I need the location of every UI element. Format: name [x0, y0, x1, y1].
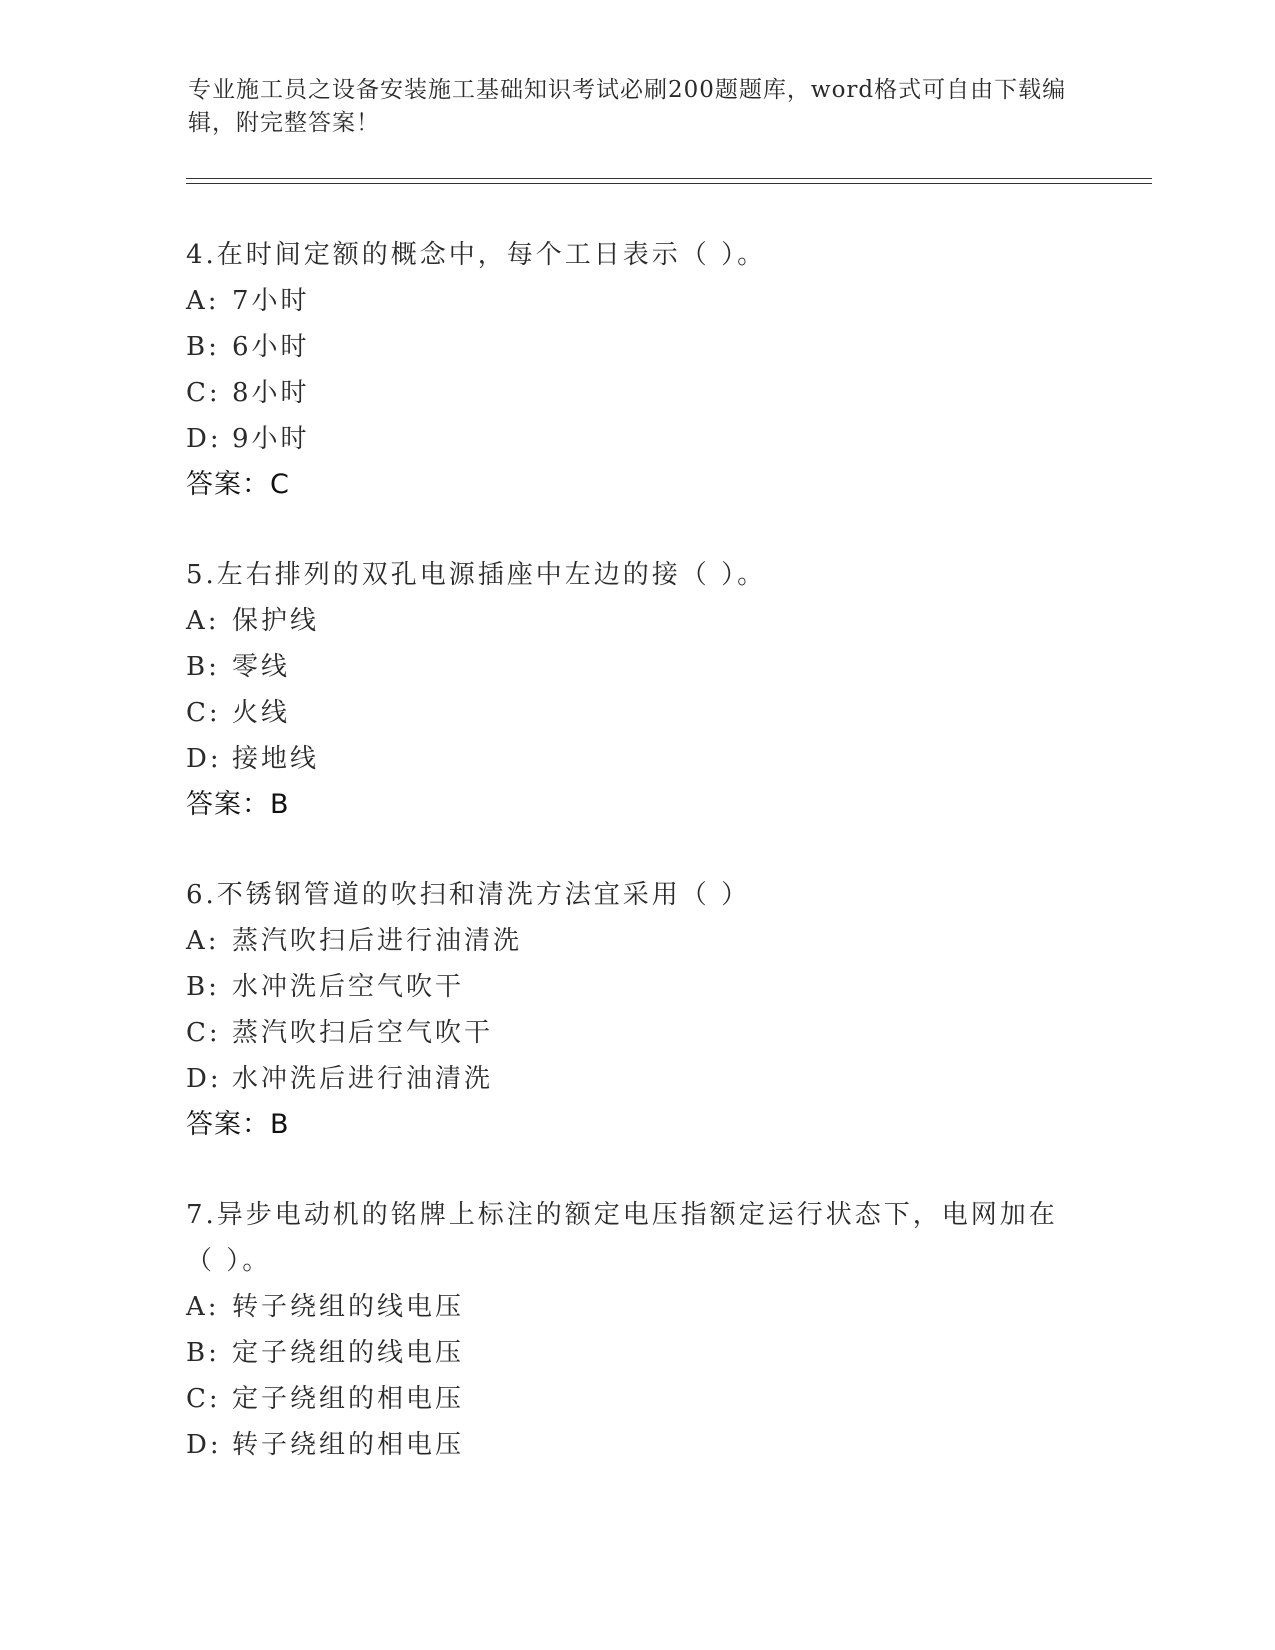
question-stem: 4.在时间定额的概念中，每个工日表示（ ）。 [186, 240, 767, 270]
header-rule-bottom [186, 183, 1152, 184]
question-7 [186, 1192, 1086, 1468]
question-6 [186, 872, 1086, 1148]
option-text: 保护线 [232, 606, 320, 636]
option-b [186, 1330, 1086, 1376]
option-d [186, 736, 1086, 782]
option-a [186, 598, 1086, 644]
option-letter: B: [186, 652, 220, 682]
question-4 [186, 232, 1086, 508]
option-letter: D: [186, 1064, 222, 1094]
document-header: 专业施工员之设备安装施工基础知识考试必刷200题题库，word格式可自由下载编辑，附完整答案！ [188, 77, 1067, 136]
option-b [186, 324, 1086, 370]
option-letter: A: [186, 1292, 220, 1322]
option-b [186, 644, 1086, 690]
option-text: 定子绕组的线电压 [232, 1338, 465, 1368]
answer-line: 答案：C [186, 469, 290, 500]
option-text: 9小时 [232, 424, 310, 454]
option-text: 定子绕组的相电压 [232, 1384, 465, 1414]
option-text: 蒸汽吹扫后进行油清洗 [232, 926, 523, 956]
option-a [186, 918, 1086, 964]
question-stem: 6.不锈钢管道的吹扫和清洗方法宜采用（ ） [186, 880, 751, 910]
header-rule-top [186, 178, 1152, 179]
question-stem: 7.异步电动机的铭牌上标注的额定电压指额定运行状态下，电网加在（ ）。 [186, 1200, 1058, 1276]
option-d [186, 1056, 1086, 1102]
option-a [186, 278, 1086, 324]
option-text: 零线 [232, 652, 291, 682]
option-text: 水冲洗后进行油清洗 [232, 1064, 494, 1094]
option-text: 蒸汽吹扫后空气吹干 [232, 1018, 494, 1048]
option-letter: B: [186, 1338, 220, 1368]
option-text: 水冲洗后空气吹干 [232, 972, 465, 1002]
option-text: 火线 [232, 698, 291, 728]
option-c [186, 690, 1086, 736]
option-letter: C: [186, 378, 221, 408]
question-stem: 5.左右排列的双孔电源插座中左边的接（ ）。 [186, 560, 767, 590]
option-text: 8小时 [232, 378, 310, 408]
option-c [186, 370, 1086, 416]
option-text: 6小时 [232, 332, 310, 362]
option-letter: A: [186, 286, 220, 316]
option-letter: B: [186, 972, 220, 1002]
option-d [186, 1422, 1086, 1468]
answer-line: 答案：B [186, 1109, 290, 1140]
option-c [186, 1010, 1086, 1056]
answer-line: 答案：B [186, 789, 290, 820]
option-text: 转子绕组的相电压 [232, 1430, 465, 1460]
option-a [186, 1284, 1086, 1330]
option-letter: A: [186, 926, 220, 956]
option-d [186, 416, 1086, 462]
option-text: 接地线 [232, 744, 320, 774]
option-letter: D: [186, 1430, 222, 1460]
option-letter: C: [186, 1018, 221, 1048]
option-c [186, 1376, 1086, 1422]
option-letter: B: [186, 332, 220, 362]
option-letter: C: [186, 698, 221, 728]
option-b [186, 964, 1086, 1010]
option-letter: D: [186, 424, 222, 454]
option-letter: A: [186, 606, 220, 636]
option-letter: D: [186, 744, 222, 774]
option-letter: C: [186, 1384, 221, 1414]
option-text: 转子绕组的线电压 [232, 1292, 465, 1322]
question-5 [186, 552, 1086, 828]
option-text: 7小时 [232, 286, 310, 316]
